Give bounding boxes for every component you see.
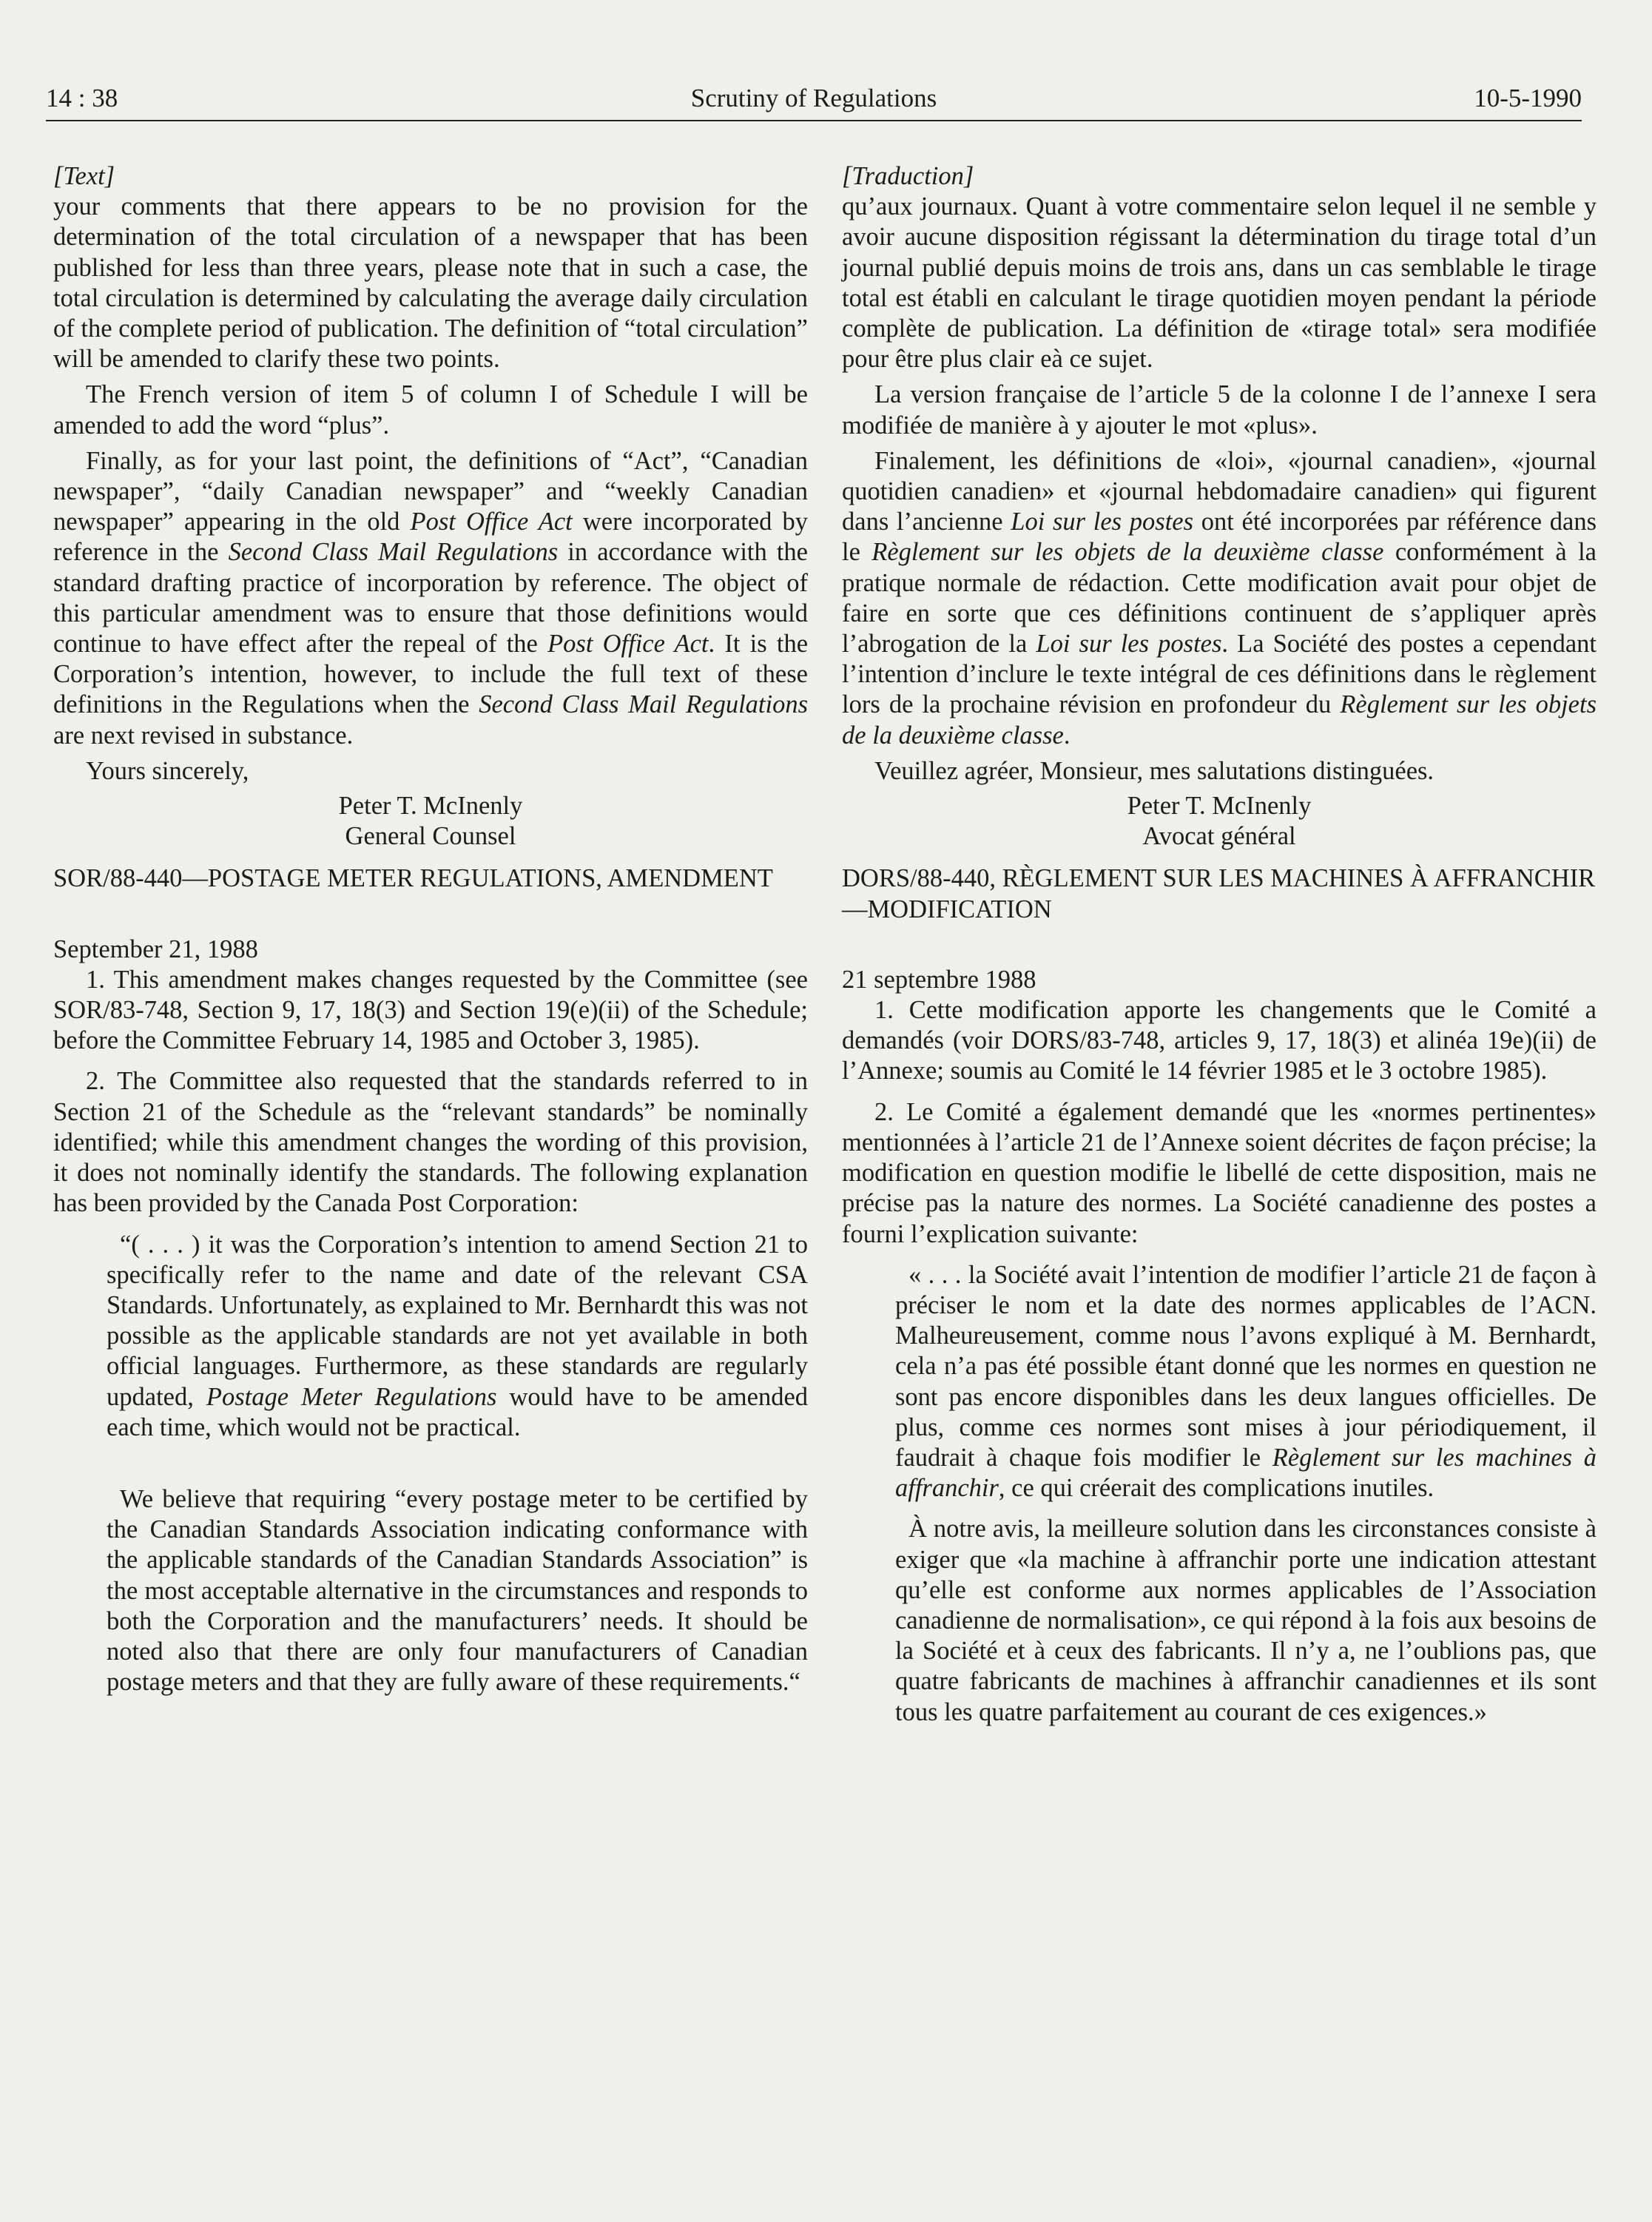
- numbered-paragraph: 1. This amendment makes changes requested by the Committee (see SOR/83-748, Section 9, 17, 18(3) and Section 19(e)(ii) of the Schedule; before the Committee February 14, 1985 and October 3, 1985).: [53, 965, 808, 1055]
- running-header: [46, 81, 1582, 121]
- closing: Veuillez agréer, Monsieur, mes salutations distinguées.: [874, 756, 1434, 785]
- header-date: 10-5-1990: [1474, 84, 1582, 112]
- signature-title: General Counsel: [345, 822, 516, 851]
- numbered-paragraph: 1. Cette modification apporte les changements que le Comité a demandés (voir DORS/83-748, articles 9, 17, 18(3) et alinéa 19e)(ii) de l’Annexe; soumis au Comité le 14 février 1985 et le 3 octobre 1985).: [842, 996, 1597, 1085]
- numbered-paragraph: 2. Le Comité a également demandé que les «normes pertinentes» mentionnées à l’article 21 de l’Annexe soient décrites de façon précise; la modification en question modifie le libellé de cette disposition, mais ne précise pas la nature des normes. La Société canadienne des postes a fourni l’explication suivante:: [842, 1097, 1597, 1248]
- page-number: 14 : 38: [46, 84, 118, 112]
- paragraph: The French version of item 5 of column I of Schedule I will be amended to add the word “plus”.: [53, 380, 808, 440]
- quotation: We believe that requiring “every postage meter to be certified by the Canadian Standards Association indicating conformance with the applicable standards of the Canadian Standards Association” is the most acceptable alternative in the circumstances and responds to both the Corporation and the manufacturers’ needs. It should be noted also that there are only four manufacturers of Canadian postage meters and that they are fully aware of these requirements.“: [107, 1484, 808, 1697]
- signature-name: Peter T. McInenly: [1127, 792, 1312, 821]
- section-title: DORS/88-440, RÈGLEMENT SUR LES MACHINES À AFFRANCHIR—MODIFICATION: [842, 864, 1596, 923]
- section-date: 21 septembre 1988: [842, 965, 1036, 994]
- section-date: September 21, 1988: [53, 935, 258, 963]
- paragraph: qu’aux journaux. Quant à votre commentaire selon lequel il ne semble y avoir aucune disposition régissant la détermination du tirage total d’un journal publié depuis moins de trois ans, dans un cas semblable le tirage total est établi en calculant le tirage quotidien moyen pendant la période complète de publication. La définition de «tirage total» sera modifiée pour être plus clair eà ce sujet.: [842, 192, 1597, 374]
- section-title: SOR/88-440—POSTAGE METER REGULATIONS, AMENDMENT: [53, 864, 773, 893]
- paragraph: your comments that there appears to be no provision for the determination of the total circulation of a newspaper that has been published for less than three years, please note that in such a case, the total circulation is determined by calculating the average daily circulation of the complete period of publication. The definition of “total circulation” will be amended to clarify these two points.: [53, 192, 808, 374]
- text-label: [Text]: [53, 162, 115, 190]
- signature-name: Peter T. McInenly: [338, 792, 523, 821]
- closing: Yours sincerely,: [86, 756, 249, 785]
- signature-title: Avocat général: [1142, 822, 1296, 851]
- paragraph: Finalement, les définitions de «loi», «journal canadien», «journal quotidien canadien» et «journal hebdomadaire canadien» qui figurent dans l’ancienne Loi sur les postes ont été incorporées par référence dans le Règlement sur les objets de la deuxième classe conformément à la pratique normale de rédaction. Cette modification avait pour objet de faire en sorte que ces définitions continuent de s’appliquer après l’abrogation de la Loi sur les postes. La Société des postes a cependant l’intention d’inclure le texte intégral de ces définitions dans le règlement lors de la prochaine révision en profondeur du Règlement sur les objets de la deuxième classe.: [842, 446, 1597, 750]
- paragraph: La version française de l’article 5 de la colonne I de l’annexe I sera modifiée de manière à y ajouter le mot «plus».: [842, 380, 1597, 440]
- quotation: « . . . la Société avait l’intention de modifier l’article 21 de façon à préciser le nom et la date des normes applicables de l’ACN. Malheureusement, comme nous l’avons expliqué à M. Bernhardt, cela n’a pas été possible étant donné que les normes en question ne sont pas encore disponibles dans les deux langues officielles. De plus, comme ces normes sont mises à jour périodiquement, il faudrait à chaque fois modifier le Règlement sur les machines à affranchir, ce qui créerait des complications inutiles.: [895, 1260, 1597, 1503]
- numbered-paragraph: 2. The Committee also requested that the standards referred to in Section 21 of the Schedule as the “relevant standards” be nominally identified; while this amendment changes the wording of this provision, it does not nominally identify the standards. The following explanation has been provided by the Canada Post Corporation:: [53, 1067, 808, 1218]
- french-column: [842, 161, 1597, 1728]
- paragraph: Finally, as for your last point, the definitions of “Act”, “Canadian newspaper”, “daily Canadian newspaper” and “weekly Canadian newspaper” appearing in the old Post Office Act were incorporated by reference in the Second Class Mail Regulations in accordance with the standard drafting practice of incorporation by reference. The object of this particular amendment was to ensure that those definitions would continue to have effect after the repeal of the Post Office Act. It is the Corporation’s intention, however, to include the full text of these definitions in the Regulations when the Second Class Mail Regulations are next revised in substance.: [53, 446, 809, 750]
- quotation: À notre avis, la meilleure solution dans les circonstances consiste à exiger que «la machine à affranchir porte une indication attestant qu’elle est conforme aux normes applicables de l’Association canadienne de normalisation», ce qui répond à la fois aux besoins de la Société et à ceux des fabricants. Il n’y a, ne l’oublions pas, que quatre fabricants de machines à affranchir canadiennes et ils sont tous les quatre parfaitement au courant de ces exigences.»: [895, 1515, 1597, 1726]
- english-column: [53, 161, 808, 1697]
- publication-title: Scrutiny of Regulations: [690, 84, 937, 112]
- translation-label: [Traduction]: [842, 162, 974, 190]
- quotation: “( . . . ) it was the Corporation’s intention to amend Section 21 to specifically refer to the name and date of the relevant CSA Standards. Unfortunately, as explained to Mr. Bernhardt this was not possible as the applicable standards are not yet available in both official languages. Furthermore, as these standards are regularly updated, Postage Meter Regulations would have to be amended each time, which would not be practical.: [107, 1230, 809, 1441]
